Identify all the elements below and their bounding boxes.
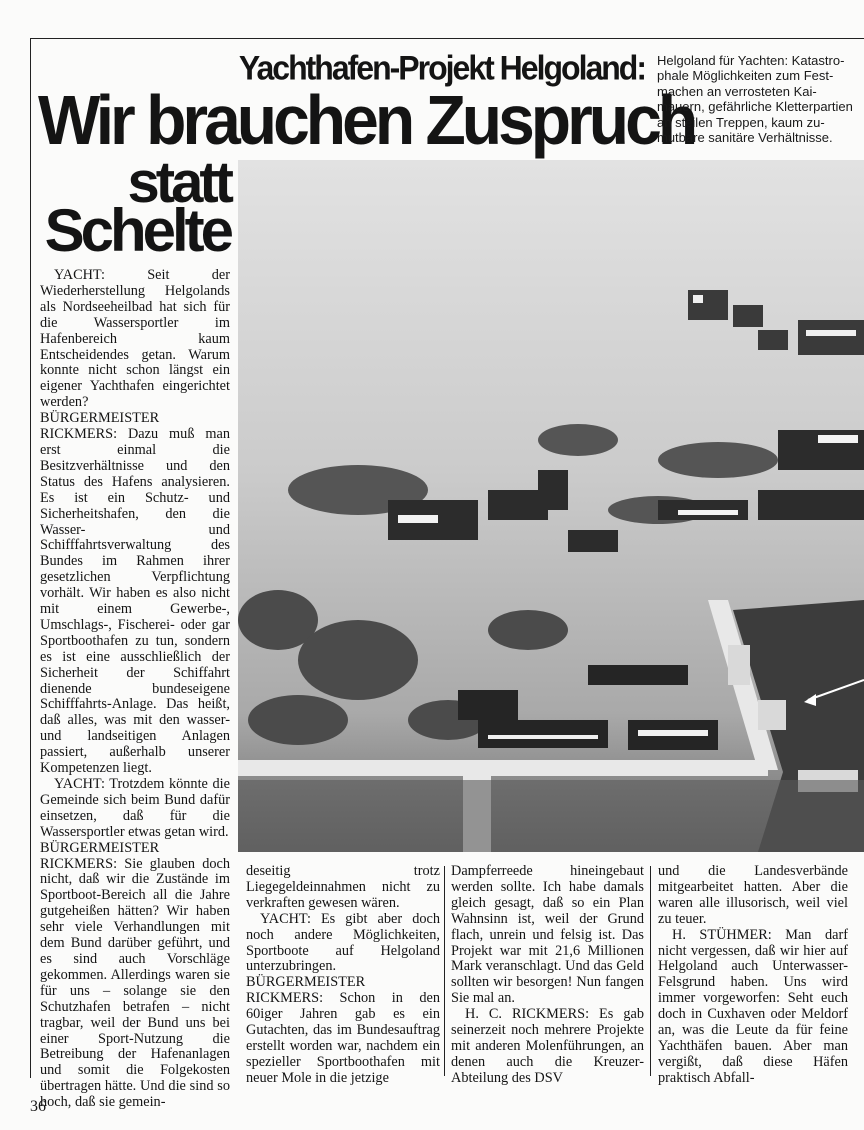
paragraph	[658, 928, 848, 1087]
paragraph-text: Man darf nicht vergessen, daß wir hier auf Helgoland auch Unterwasser-Felsgrund haben. Uns wird immer vorgeworfen: Seht euch doch in Cuxhaven oder Meldorf an, was die Leute da für feine Yachthäfen bauen. Aber man vergißt, daß diese Häfen praktisch Abfall-	[658, 926, 848, 1086]
speaker-label: BÜRGERMEISTER RICKMERS:	[40, 410, 160, 443]
caption-line: machen an verrosteten Kai-	[657, 83, 817, 99]
photo-caption	[657, 53, 864, 145]
paragraph	[40, 268, 230, 411]
paragraph	[40, 841, 230, 1111]
headline-line-1: Wir brauchen Zuspruch	[38, 81, 695, 159]
paragraph	[246, 975, 440, 1086]
article-column-2	[246, 864, 440, 1087]
speaker-label: BÜRGERMEISTER RICKMERS:	[246, 974, 366, 1007]
caption-line: an steilen Treppen, kaum zu-	[657, 114, 825, 130]
paragraph-text: Dazu muß man erst einmal die Besitzverhältnisse und den Status des Hafens analysieren. Es ist ein Schutz- und Sicherheitshafen, den die Wasser- und Schifffahrtsverwaltung des Bundes im Rahmen ihrer gesetzlichen Verpflichtung vorhält. Wir haben es also nicht mit einem Gewerbe-, Umschlags-, Fischerei- oder gar Sportboothafen zu tun, sondern es ist eine ausschließlich der Sicherheit der Schiffahrt dienende bundeseigene Schifffahrts-Anlage. Das heißt, daß alles, was mit den wasser- und landseitigen Anlagen passiert, außerhalb unserer Kompetenzen liegt.	[40, 426, 230, 777]
column-rule	[650, 866, 651, 1076]
paragraph-text: deseitig trotz Liegegeldeinnahmen nicht zu verkraften gewesen wären.	[246, 863, 440, 911]
aerial-harbor-photo	[238, 160, 864, 852]
caption-line: mutbare sanitäre Verhältnisse.	[657, 130, 833, 146]
paragraph	[40, 411, 230, 777]
paragraph-text: YACHT: Es gibt aber doch noch andere Möglichkeiten, Sportboote auf Helgoland unterzubringen.	[246, 910, 440, 975]
paragraph	[451, 864, 644, 1007]
paragraph	[40, 777, 230, 841]
paragraph	[451, 1007, 644, 1087]
speaker-label: H. STÜHMER:	[672, 926, 772, 943]
paragraph-text: Es gab seinerzeit noch mehrere Projekte mit anderen Molenführungen, an denen auch die Kreuzer-Abteilung des DSV	[451, 1006, 644, 1086]
column-rule	[444, 866, 445, 1076]
paragraph	[246, 912, 440, 976]
paragraph-text: YACHT: Seit der Wiederherstellung Helgolands als Nordseeheilbad hat sich für die Wassersportler im Hafenbereich kaum Entscheidendes getan. Warum konnte nicht schon längst ein eigener Yachthafen eingerichtet werden?	[40, 267, 230, 411]
article-column-4	[658, 864, 848, 1087]
paragraph-text: und die Landesverbände mitgearbeitet hatten. Aber die waren alle illusorisch, weil viel zu teuer.	[658, 863, 848, 927]
headline-kicker: Yachthafen-Projekt Helgoland:	[238, 48, 645, 88]
paragraph-text: Sie glauben doch nicht, daß wir die Zustände im Sportboot-Bereich all die Jahre gutgeheißen hätten? Wir haben sehr viele Verhandlungen mit dem Bund darüber geführt, und es sind auch Vorschläge gekommen. Allerdings waren sie für uns – solange sie den Schutzhafen betrafen – nicht tragbar, weil der Bund uns bei einer Sport-Nutzung die Betreibung der Hafenanlagen und somit die Folgekosten übertragen hätte. Und die sind so hoch, daß sie gemein-	[40, 855, 230, 1111]
article-column-1	[40, 268, 230, 1111]
page-number: 36	[30, 1098, 46, 1115]
headline-line-3: Schelte	[44, 197, 230, 264]
page-frame-left-rule	[30, 38, 31, 1078]
article-column-3	[451, 864, 644, 1087]
caption-line: Helgoland für Yachten: Katastro-	[657, 53, 845, 68]
paragraph-text: Dampferreede hineingebaut werden sollte. Ich habe damals gleich gesagt, daß so ein Plan Wahnsinn ist, weil der Grund flach, unrein und felsig ist. Das Projekt war mit 21,6 Millionen Mark veranschlagt. Und das Geld sollten wir besorgen! Nun fangen Sie mal an.	[451, 863, 644, 1007]
speaker-label: H. C. RICKMERS:	[465, 1006, 590, 1023]
paragraph	[658, 864, 848, 928]
headline-line-2: statt	[127, 150, 230, 215]
caption-line: phale Möglichkeiten zum Fest-	[657, 68, 834, 84]
paragraph	[246, 864, 440, 912]
speaker-label: BÜRGERMEISTER RICKMERS:	[40, 839, 160, 872]
paragraph-text: YACHT: Trotzdem könnte die Gemeinde sich beim Bund dafür einsetzen, daß für die Wassersportler etwas getan wird.	[40, 776, 230, 840]
paragraph-text: Schon in den 60iger Jahren gab es ein Gutachten, das im Bundesauftrag erstellt worden war, nachdem ein spezieller Sportboothafen mit neuer Mole in die jetzige	[246, 990, 440, 1086]
caption-line: mauern, gefährliche Kletterpartien	[657, 99, 853, 115]
page-frame-top-rule	[30, 38, 864, 39]
